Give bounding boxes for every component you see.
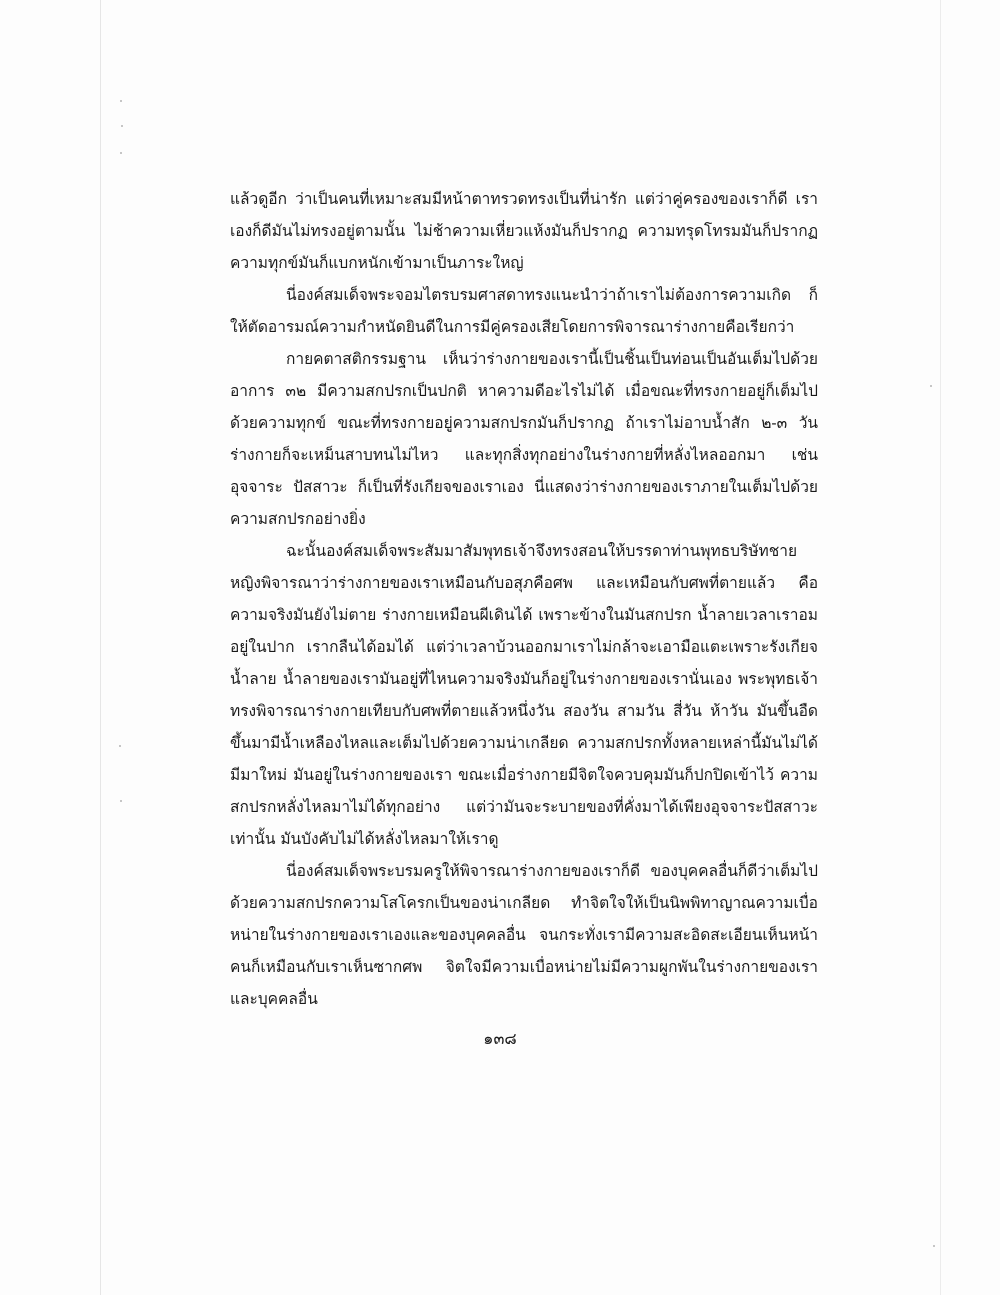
scan-edge-right [940,0,941,1295]
scan-speck [930,385,932,387]
paragraph: กายคตาสติกรรมฐาน เห็นว่าร่างกายของเรานี้เป็นชิ้นเป็นท่อนเป็นอันเต็มไปด้วยอาการ ๓๒ มีความสกปรกเป็นปกติ หาความดีอะไรไม่ได้ เมื่อขณะที่ทรงกายอยู่ก็เต็มไปด้วยความทุกข์ ขณะที่ทรงกายอยู่ความสกปรกมันก็ปรากฏ ถ้าเราไม่อาบน้ำสัก ๒-๓ วัน ร่างกายก็จะเหม็นสาบทนไม่ไหว และทุกสิ่งทุกอย่างในร่างกายที่หลั่งไหลออกมา เช่น อุจจาระ ปัสสาวะ ก็เป็นที่รังเกียจของเราเอง นี่แสดงว่าร่างกายของเราภายในเต็มไปด้วยความสกปรกอย่างยิ่ง [230,350,818,528]
body-text [230,183,818,1015]
scan-speck [120,100,122,102]
scan-speck [120,800,122,802]
scan-speck [119,745,121,747]
paragraph: แล้วดูอีก ว่าเป็นคนที่เหมาะสมมีหน้าตาทรวดทรงเป็นที่น่ารัก แต่ว่าคู่ครองของเราก็ดี เราเองก็ดีมันไม่ทรงอยู่ตามนั้น ไม่ช้าความเหี่ยวแห้งมันก็ปรากฏ ความทรุดโทรมมันก็ปรากฏ ความทุกข์มันก็แบกหนักเข้ามาเป็นภาระใหญ่ [230,190,818,272]
paragraph: ฉะนั้นองค์สมเด็จพระสัมมาสัมพุทธเจ้าจึงทรงสอนให้บรรดาท่านพุทธบริษัทชายหญิงพิจารณาว่าร่างกายของเราเหมือนกับอสุภคือศพ และเหมือนกับศพที่ตายแล้ว คือความจริงมันยังไม่ตาย ร่างกายเหมือนผีเดินได้ เพราะข้างในมันสกปรก น้ำลายเวลาเราอมอยู่ในปาก เรากลืนได้อมได้ แต่ว่าเวลาบ้วนออกมาเราไม่กล้าจะเอามือแตะเพราะรังเกียจน้ำลาย น้ำลายของเรามันอยู่ที่ไหนความจริงมันก็อยู่ในร่างกายของเรานั่นเอง พระพุทธเจ้าทรงพิจารณาร่างกายเทียบกับศพที่ตายแล้วหนึ่งวัน สองวัน สามวัน สี่วัน ห้าวัน มันขึ้นอืดขึ้นมามีน้ำเหลืองไหลและเต็มไปด้วยความน่าเกลียด ความสกปรกทั้งหลายเหล่านี้มันไม่ได้มีมาใหม่ มันอยู่ในร่างกายของเรา ขณะเมื่อร่างกายมีจิตใจควบคุมมันก็ปกปิดเข้าไว้ ความสกปรกหลั่งไหลมาไม่ได้ทุกอย่าง แต่ว่ามันจะระบายของที่คั่งมาได้เพียงอุจจาระปัสสาวะเท่านั้น มันบังคับไม่ได้หลั่งไหลมาให้เราดู [230,542,818,848]
page-number: ๑๓๘ [483,1029,517,1048]
scan-speck [121,125,123,127]
paragraph: นี่องค์สมเด็จพระบรมครูให้พิจารณาร่างกายของเราก็ดี ของบุคคลอื่นก็ดีว่าเต็มไปด้วยความสกปรกความโสโครกเป็นของน่าเกลียด ทำจิตใจให้เป็นนิพพิทาญาณความเบื่อหน่ายในร่างกายของเราเองและของบุคคลอื่น จนกระทั่งเรามีความสะอิดสะเอียนเห็นหน้าคนก็เหมือนกับเราเห็นซากศพ จิตใจมีความเบื่อหน่ายไม่มีความผูกพันในร่างกายของเราและบุคคลอื่น [230,862,818,1008]
paragraph: นี่องค์สมเด็จพระจอมไตรบรมศาสดาทรงแนะนำว่าถ้าเราไม่ต้องการความเกิด ก็ให้ตัดอารมณ์ความกำหนัดยินดีในการมีคู่ครองเสียโดยการพิจารณาร่างกายคือเรียกว่า [230,286,818,336]
scan-edge-left [100,0,101,1295]
scan-speck [120,152,122,154]
scan-speck [933,1245,935,1247]
